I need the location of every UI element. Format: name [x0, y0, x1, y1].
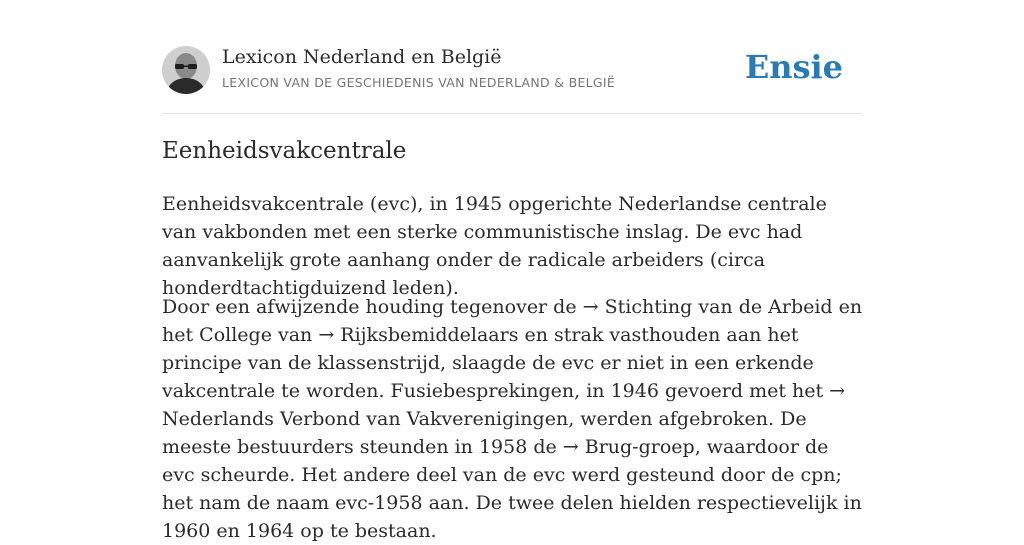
source-subtitle: LEXICON VAN DE GESCHIEDENIS VAN NEDERLAND & BELGIË — [222, 75, 616, 90]
paragraph-text: Door een afwijzende houding tegenover de — [162, 296, 583, 318]
page-title: Eenheidsvakcentrale — [162, 138, 407, 164]
source-title[interactable]: Lexicon Nederland en België — [222, 46, 502, 68]
link-stichting-van-de-arbeid[interactable]: → Stichting van de Arbeid — [582, 296, 833, 318]
paragraph-text: en het College van — [162, 296, 863, 346]
paragraph-text: , werden afgebroken. De meeste bestuurders steunden in 1958 de — [162, 408, 807, 458]
link-rijksbemiddelaars[interactable]: → Rijksbemiddelaars — [318, 324, 519, 346]
article-paragraph-1: Eenheidsvakcentrale (evc), in 1945 opgerichte Nederlandse centrale van vakbonden met een sterke communistische inslag. De evc had aanvankelijk grote aanhang onder de radicale arbeiders (circa honderdtachtigduizend leden). — [162, 193, 827, 299]
article-paragraph-2 — [162, 293, 864, 545]
page-container — [162, 0, 863, 542]
paragraph-text: en strak vasthouden aan het principe van de klassenstrijd, slaagde de evc er niet in een erkende vakcentrale te worden. Fusiebesprekingen, in 1946 gevoerd met het — [162, 324, 830, 402]
header — [162, 0, 862, 114]
person-portrait-icon — [162, 46, 210, 94]
brand-logo[interactable]: Ensie — [744, 48, 843, 86]
link-nederlands-verbond-van-vakverenigingen[interactable]: → Nederlands Verbond van Vakverenigingen — [162, 380, 846, 430]
avatar[interactable] — [162, 46, 210, 94]
link-brug-groep[interactable]: → Brug-groep — [562, 436, 695, 458]
paragraph-text: , waardoor de evc scheurde. Het andere deel van de evc werd gesteund door de cpn; het nam de naam evc-1958 aan. De twee delen hielden respectievelijk in 1960 en 1964 op te bestaan. — [162, 436, 862, 542]
